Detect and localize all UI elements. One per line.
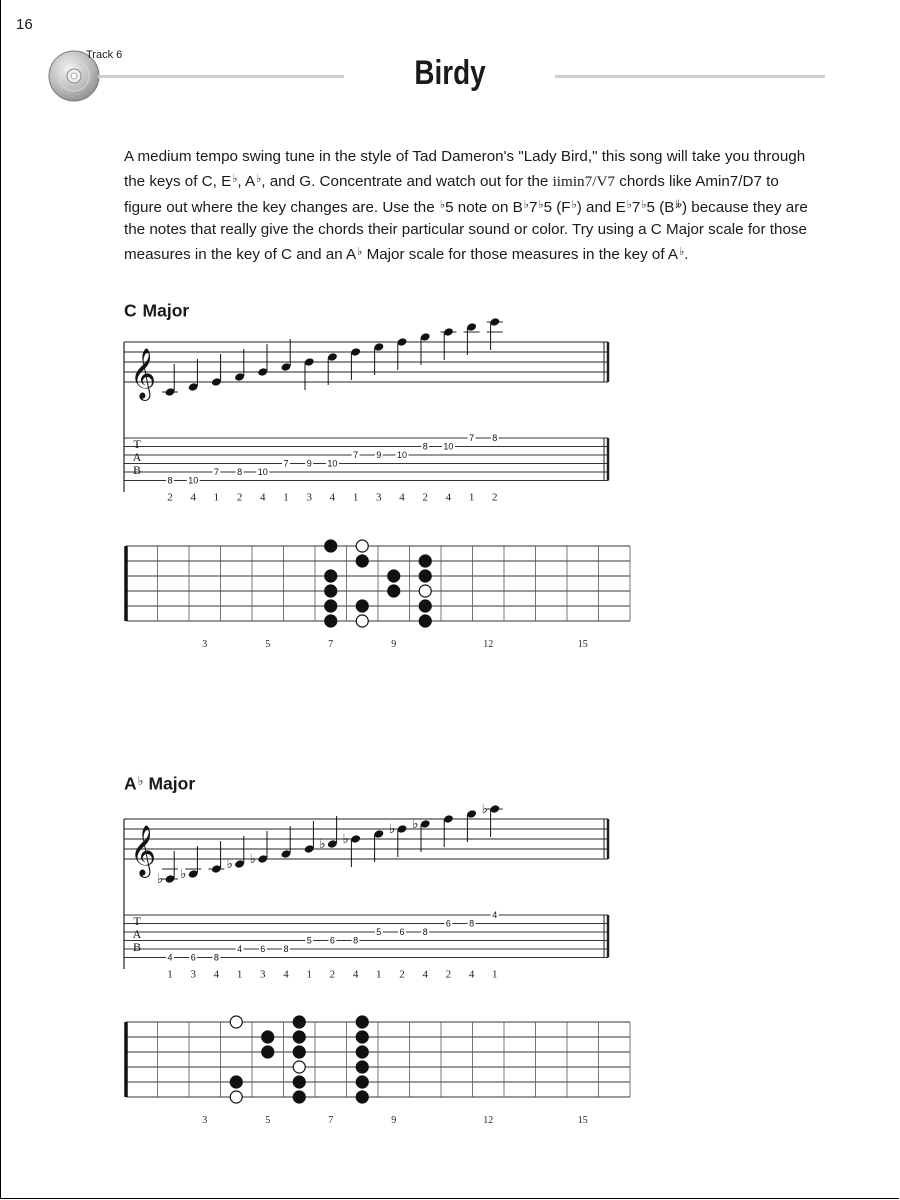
fingering-number: 4 xyxy=(399,491,405,504)
fretboard-ab-major xyxy=(0,1014,900,1124)
flat-sign: ♭ xyxy=(232,172,238,186)
tab-fret-number: 6 xyxy=(445,918,451,929)
fingering-number: 2 xyxy=(167,491,173,504)
note-flat: ♭ xyxy=(226,857,233,872)
fingering-number: 2 xyxy=(492,491,498,504)
tab-fret-number: 8 xyxy=(422,441,428,452)
tab-clef-letter: A xyxy=(132,927,142,941)
root-note-dot xyxy=(419,585,431,597)
flat-sign: ♭ xyxy=(256,172,262,186)
flat-sign: ♭ xyxy=(538,197,544,211)
tab-fret-number: 7 xyxy=(283,458,289,469)
page-title: Birdy xyxy=(414,54,486,92)
flat-sign: ♭ xyxy=(679,245,685,259)
header-rule-left xyxy=(98,75,344,78)
tab-fret-number: 4 xyxy=(167,952,173,963)
scale-note-dot xyxy=(325,585,337,597)
tab-fret-number: 7 xyxy=(469,433,475,443)
fret-position-label: 5 xyxy=(265,1115,271,1126)
notation-tab-ab-major xyxy=(0,802,900,995)
fingering-number: 2 xyxy=(422,491,428,504)
tab-fret-number: 8 xyxy=(237,467,243,477)
tab-fret-number: 10 xyxy=(443,441,454,452)
fingering-number: 4 xyxy=(213,968,220,981)
scale-note-dot xyxy=(356,600,368,612)
notation-tab-c-major xyxy=(0,328,900,518)
fret-position-label: 12 xyxy=(483,639,494,650)
section-heading-c-major: C Major xyxy=(124,300,190,321)
tab-fret-number: 6 xyxy=(399,927,405,937)
fingering-number: 2 xyxy=(399,968,405,981)
fingering-number: 2 xyxy=(236,491,243,504)
fingering-number: 1 xyxy=(167,968,173,981)
tab-fret-number: 7 xyxy=(353,450,359,460)
chord-progression: iimin7/V7 xyxy=(552,173,616,191)
scale-note-dot xyxy=(325,615,337,627)
tab-fret-number: 8 xyxy=(167,475,173,486)
tab-fret-number: 8 xyxy=(469,918,475,929)
scale-note-dot xyxy=(419,600,431,612)
tab-fret-number: 10 xyxy=(257,467,268,477)
fingering-number: 4 xyxy=(190,491,196,504)
fingering-number: 1 xyxy=(468,491,475,504)
fingering-number: 1 xyxy=(283,491,289,504)
tab-fret-number: 7 xyxy=(213,467,219,477)
fingering-number: 4 xyxy=(445,491,452,504)
scale-note-dot xyxy=(293,1031,305,1043)
fret-position-label: 7 xyxy=(328,1115,334,1126)
tab-fret-number: 8 xyxy=(422,927,428,937)
flat-sign: ♭ xyxy=(439,197,446,211)
note-flat: ♭ xyxy=(319,837,326,852)
fret-position-label: 3 xyxy=(202,1115,208,1126)
treble-clef: 𝄞 xyxy=(130,825,157,876)
scale-note-dot xyxy=(419,570,431,582)
tab-fret-number: 4 xyxy=(492,910,498,920)
fret-position-label: 3 xyxy=(202,639,208,650)
flat-sign: ♭ xyxy=(571,197,577,211)
fret-position-label: 9 xyxy=(391,639,397,650)
tab-fret-number: 9 xyxy=(376,450,382,460)
fret-position-label: 15 xyxy=(577,639,588,650)
fingering-number: 3 xyxy=(190,968,196,981)
tab-fret-number: 8 xyxy=(283,944,289,954)
note-flat: ♭ xyxy=(389,822,396,837)
root-note-dot xyxy=(356,540,368,552)
tab-fret-number: 10 xyxy=(327,458,338,469)
fret-position-label: 5 xyxy=(265,639,271,650)
scale-note-dot xyxy=(262,1031,274,1043)
fingering-number: 4 xyxy=(283,968,289,981)
fret-position-label: 12 xyxy=(483,1115,494,1126)
note-flat: ♭ xyxy=(412,817,419,832)
tab-clef-letter: A xyxy=(132,450,142,464)
fingering-number: 3 xyxy=(260,968,266,981)
note-flat: ♭ xyxy=(180,867,187,882)
section-heading-ab-major: A♭ Major xyxy=(124,773,196,794)
fingering-number: 4 xyxy=(352,968,359,981)
note-flat: ♭ xyxy=(157,872,164,887)
tab-fret-number: 10 xyxy=(396,450,408,460)
root-note-dot xyxy=(293,1061,305,1073)
intro-paragraph: A medium tempo swing tune in the style of Tad Dameron's "Lady Bird," this song will take you through the keys of C, E♭, A♭, and G. Concentrate and watch out for the iimin7/V7 chords like Amin7/D7 to figure out where the key changes are. Use the ♭5 note on B♭7♭5 (F♭) and E♭7♭5 (B𝄫) because they are the notes that really give the chords their particular sound or color. Try using a C Major scale for those measures in the key of C and an A♭ Major scale for those measures in the key of A♭. xyxy=(124,148,808,264)
fingering-number: 2 xyxy=(329,968,336,981)
flat-sign: ♭ xyxy=(523,197,529,211)
fingering-number: 1 xyxy=(236,968,243,981)
tab-fret-number: 9 xyxy=(306,458,312,469)
scale-note-dot xyxy=(419,555,431,567)
fret-position-label: 15 xyxy=(577,1115,588,1126)
flat-sign: ♭ xyxy=(626,197,632,211)
header-rule-right xyxy=(555,75,825,78)
flat-sign: ♭ xyxy=(357,245,363,259)
scale-note-dot xyxy=(356,1046,368,1058)
fretboard-c-major xyxy=(0,538,900,648)
scale-note-dot xyxy=(388,585,400,597)
root-note-dot xyxy=(356,615,368,627)
scale-note-dot xyxy=(325,570,337,582)
tab-fret-number: 8 xyxy=(492,433,498,443)
fingering-number: 4 xyxy=(260,491,266,504)
tab-clef-letter: B xyxy=(132,940,142,954)
tab-fret-number: 5 xyxy=(306,935,312,946)
tab-clef-letter: T xyxy=(133,437,141,451)
fingering-number: 1 xyxy=(376,968,382,981)
fingering-number: 3 xyxy=(306,491,312,504)
scale-note-dot xyxy=(356,555,368,567)
tab-fret-number: 6 xyxy=(190,952,196,963)
fingering-number: 4 xyxy=(329,491,336,504)
fingering-number: 4 xyxy=(468,968,475,981)
fret-position-label: 9 xyxy=(391,1115,397,1126)
scale-note-dot xyxy=(388,570,400,582)
note-flat: ♭ xyxy=(249,852,256,867)
tab-fret-number: 5 xyxy=(376,927,382,937)
scale-note-dot xyxy=(293,1076,305,1088)
root-note-dot xyxy=(230,1016,242,1028)
note-flat: ♭ xyxy=(481,802,488,817)
tab-fret-number: 6 xyxy=(329,935,335,946)
scale-note-dot xyxy=(356,1061,368,1073)
tab-fret-number: 8 xyxy=(353,935,359,946)
scale-note-dot xyxy=(262,1046,274,1058)
fret-position-label: 7 xyxy=(328,639,334,650)
scale-note-dot xyxy=(356,1076,368,1088)
tab-fret-number: 6 xyxy=(260,944,266,954)
scale-note-dot xyxy=(230,1076,242,1088)
scale-note-dot xyxy=(356,1031,368,1043)
tab-fret-number: 8 xyxy=(213,952,219,963)
scale-note-dot xyxy=(293,1091,305,1103)
tab-clef-letter: B xyxy=(132,463,142,477)
fingering-number: 2 xyxy=(445,968,452,981)
note-flat: ♭ xyxy=(342,832,349,847)
scale-note-dot xyxy=(325,600,337,612)
double-flat-sign: 𝄫 xyxy=(675,197,682,211)
fingering-number: 1 xyxy=(213,491,220,504)
scale-note-dot xyxy=(325,540,337,552)
flat-sign: ♭ xyxy=(641,197,647,211)
fingering-number: 1 xyxy=(306,968,312,981)
treble-clef: 𝄞 xyxy=(130,348,157,399)
tab-fret-number: 10 xyxy=(188,475,199,486)
tab-clef-letter: T xyxy=(133,914,141,928)
scale-note-dot xyxy=(419,615,431,627)
scale-note-dot xyxy=(293,1046,305,1058)
fingering-number: 1 xyxy=(492,968,498,981)
track-label: Track 6 xyxy=(86,49,123,61)
fingering-number: 3 xyxy=(376,491,382,504)
fingering-number: 4 xyxy=(422,968,428,981)
scale-note-dot xyxy=(356,1016,368,1028)
page-number: 16 xyxy=(16,16,33,33)
tab-fret-number: 4 xyxy=(237,944,243,954)
fingering-number: 1 xyxy=(352,491,359,504)
scale-note-dot xyxy=(356,1091,368,1103)
root-note-dot xyxy=(230,1091,242,1103)
scale-note-dot xyxy=(293,1016,305,1028)
